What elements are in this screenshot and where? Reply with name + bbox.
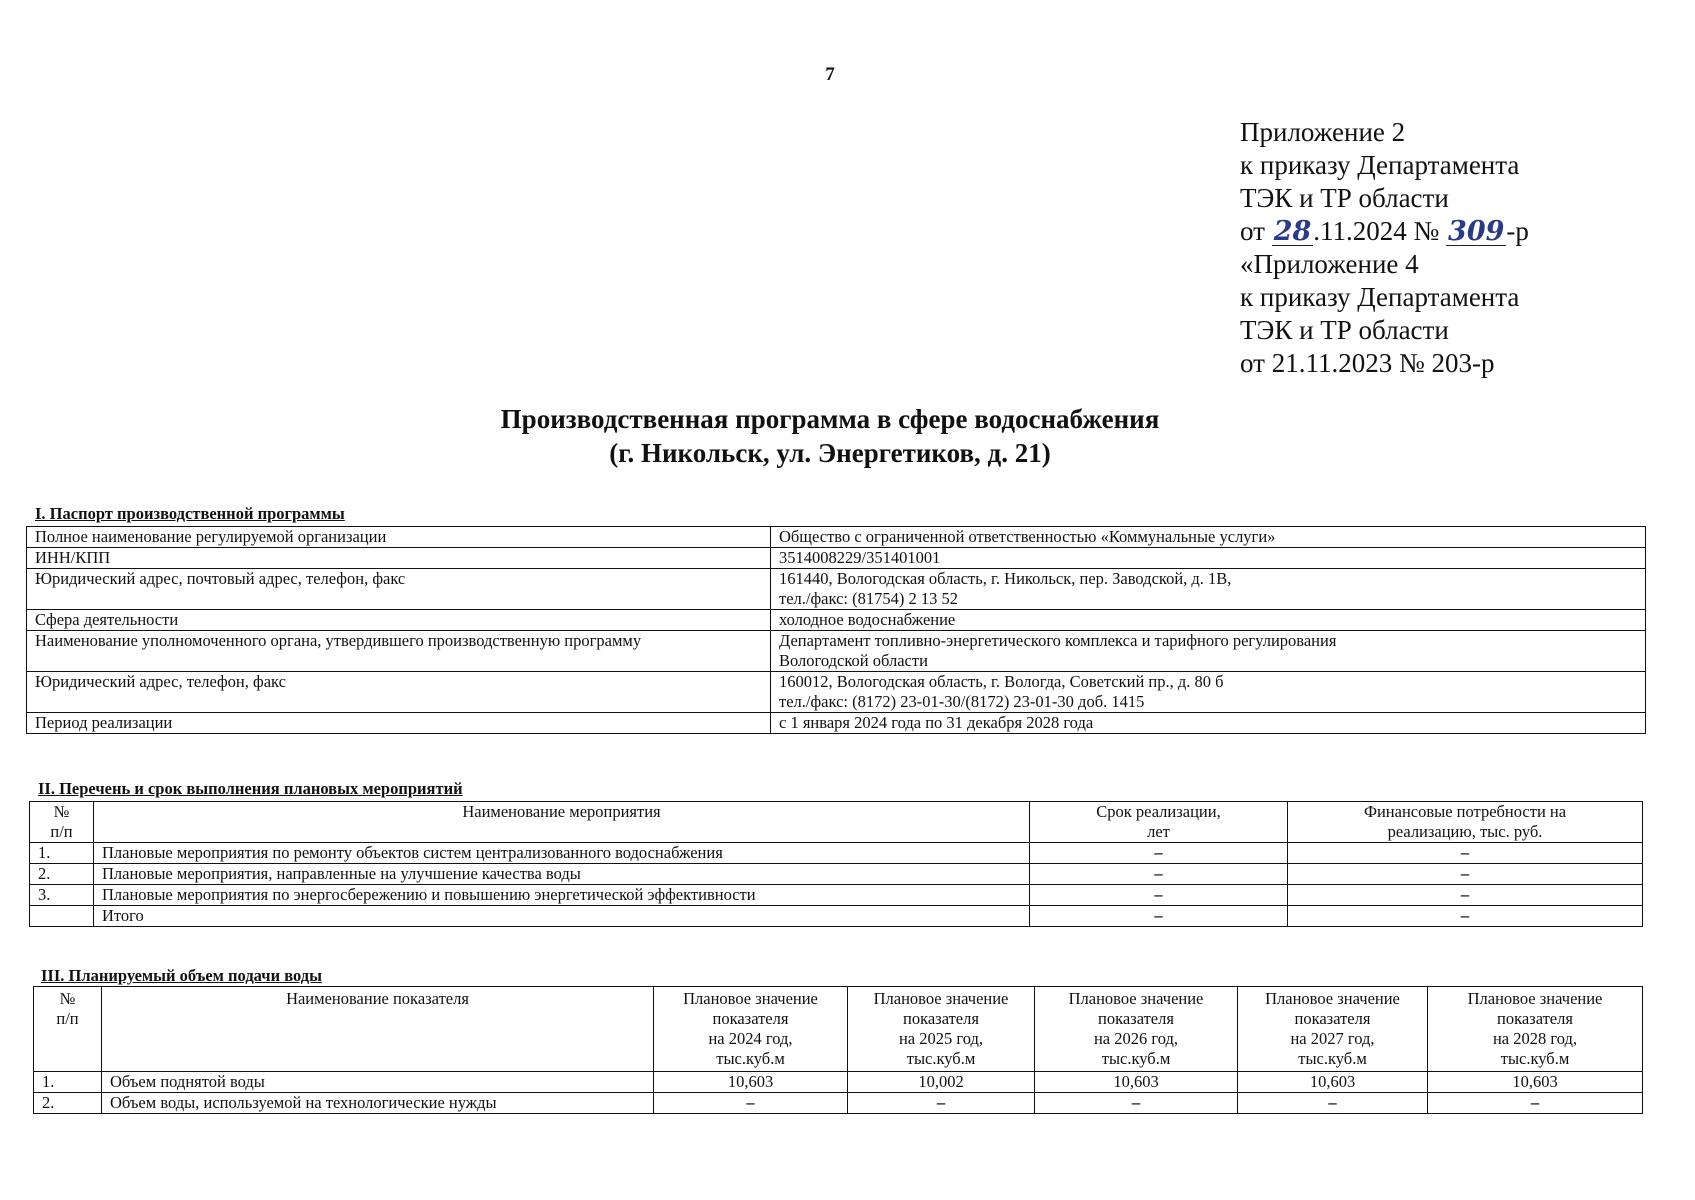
activities-table: [29, 801, 1643, 927]
header-year-2027: Плановое значение показателя на 2027 год, тыс.куб.м: [1238, 987, 1428, 1072]
row-name: Итого: [94, 906, 1030, 927]
table-row: [34, 1093, 1643, 1114]
row-value: –: [848, 1093, 1035, 1114]
row-name: Плановые мероприятия, направленные на улучшение качества воды: [94, 864, 1030, 885]
passport-label: Сфера деятельности: [27, 610, 771, 631]
row-value: 10,603: [1035, 1072, 1238, 1093]
passport-label: Наименование уполномоченного органа, утвердившего производственную программу: [27, 631, 771, 672]
row-num: [30, 906, 94, 927]
header-term: Срок реализации, лет: [1030, 802, 1288, 843]
passport-label: Юридический адрес, телефон, факс: [27, 672, 771, 713]
header-year-2028: Плановое значение показателя на 2028 год, тыс.куб.м: [1428, 987, 1643, 1072]
header-year-2026: Плановое значение показателя на 2026 год, тыс.куб.м: [1035, 987, 1238, 1072]
passport-label: Юридический адрес, почтовый адрес, телефон, факс: [27, 569, 771, 610]
document-title: [0, 402, 1660, 470]
table-row: [27, 713, 1646, 734]
table-row: [34, 1072, 1643, 1093]
table-row: [30, 843, 1643, 864]
passport-label: ИНН/КПП: [27, 548, 771, 569]
row-name: Объем воды, используемой на технологические нужды: [102, 1093, 654, 1114]
table-header-row: [34, 987, 1643, 1072]
row-value: 10,603: [1238, 1072, 1428, 1093]
section3-title: III. Планируемый объем подачи воды: [41, 966, 322, 985]
table-row: [30, 864, 1643, 885]
table-row: [30, 885, 1643, 906]
passport-value: с 1 января 2024 года по 31 декабря 2028 года: [771, 713, 1646, 734]
passport-value: Общество с ограниченной ответственностью «Коммунальные услуги»: [771, 527, 1646, 548]
row-term: –: [1030, 906, 1288, 927]
order-number-handwritten: 309: [1448, 216, 1505, 247]
row-fin: –: [1288, 906, 1643, 927]
header-activity-name: Наименование мероприятия: [94, 802, 1030, 843]
order-prefix: от: [1240, 216, 1265, 246]
row-name: Плановые мероприятия по ремонту объектов систем централизованного водоснабжения: [94, 843, 1030, 864]
appendix-line: ТЭК и ТР области: [1240, 183, 1449, 213]
header-num: № п/п: [30, 802, 94, 843]
row-value: –: [654, 1093, 848, 1114]
appendix-line: Приложение 2: [1240, 117, 1406, 147]
row-value: –: [1035, 1093, 1238, 1114]
appendix-line: ТЭК и ТР области: [1240, 315, 1449, 345]
row-value: –: [1238, 1093, 1428, 1114]
row-num: 1.: [34, 1072, 102, 1093]
table-row: [27, 569, 1646, 610]
row-name: Плановые мероприятия по энергосбережению и повышению энергетической эффективности: [94, 885, 1030, 906]
passport-value: Департамент топливно-энергетического комплекса и тарифного регулирования Вологодской области: [771, 631, 1646, 672]
row-value: –: [1428, 1093, 1643, 1114]
table-row: [27, 672, 1646, 713]
order-day-handwritten: 28: [1273, 216, 1312, 247]
row-num: 2.: [34, 1093, 102, 1114]
row-num: 3.: [30, 885, 94, 906]
appendix-line: «Приложение 4: [1240, 249, 1419, 279]
row-term: –: [1030, 864, 1288, 885]
passport-label: Период реализации: [27, 713, 771, 734]
row-fin: –: [1288, 843, 1643, 864]
row-value: 10,603: [654, 1072, 848, 1093]
header-indicator-name: Наименование показателя: [102, 987, 654, 1072]
table-row: [30, 906, 1643, 927]
table-row: [27, 548, 1646, 569]
table-header-row: [30, 802, 1643, 843]
row-term: –: [1030, 843, 1288, 864]
row-term: –: [1030, 885, 1288, 906]
table-row: [27, 631, 1646, 672]
passport-value: 161440, Вологодская область, г. Никольск, пер. Заводской, д. 1В, тел./факс: (81754) 2 13 52: [771, 569, 1646, 610]
appendix-line: от 21.11.2023 № 203-р: [1240, 348, 1495, 378]
row-value: 10,603: [1428, 1072, 1643, 1093]
passport-value: холодное водоснабжение: [771, 610, 1646, 631]
table-row: [27, 610, 1646, 631]
row-num: 1.: [30, 843, 94, 864]
row-num: 2.: [30, 864, 94, 885]
title-line-1: Производственная программа в сфере водоснабжения: [500, 404, 1160, 434]
row-name: Объем поднятой воды: [102, 1072, 654, 1093]
appendix-line: к приказу Департамента: [1240, 282, 1520, 312]
page-number: 7: [825, 64, 835, 85]
header-year-2025: Плановое значение показателя на 2025 год, тыс.куб.м: [848, 987, 1035, 1072]
row-value: 10,002: [848, 1072, 1035, 1093]
order-suffix: -р: [1506, 216, 1529, 246]
header-financial-needs: Финансовые потребности на реализацию, тыс. руб.: [1288, 802, 1643, 843]
passport-label: Полное наименование регулируемой организации: [27, 527, 771, 548]
table-row: [27, 527, 1646, 548]
appendix-order-line: [1240, 215, 1529, 248]
water-supply-table: [33, 986, 1643, 1114]
row-fin: –: [1288, 885, 1643, 906]
section2-title: II. Перечень и срок выполнения плановых мероприятий: [38, 779, 463, 798]
passport-value: 160012, Вологодская область, г. Вологда, Советский пр., д. 80 б тел./факс: (8172) 23-01-30/(8172) 23-01-30 доб. 1415: [771, 672, 1646, 713]
row-fin: –: [1288, 864, 1643, 885]
header-num: № п/п: [34, 987, 102, 1072]
passport-table: [26, 526, 1646, 734]
order-mid: .11.2024 №: [1313, 216, 1440, 246]
passport-value: 3514008229/351401001: [771, 548, 1646, 569]
appendix-line: к приказу Департамента: [1240, 150, 1520, 180]
title-line-2: (г. Никольск, ул. Энергетиков, д. 21): [609, 438, 1051, 468]
header-year-2024: Плановое значение показателя на 2024 год, тыс.куб.м: [654, 987, 848, 1072]
section1-title: I. Паспорт производственной программы: [35, 504, 345, 523]
appendix-block: [1240, 116, 1529, 380]
